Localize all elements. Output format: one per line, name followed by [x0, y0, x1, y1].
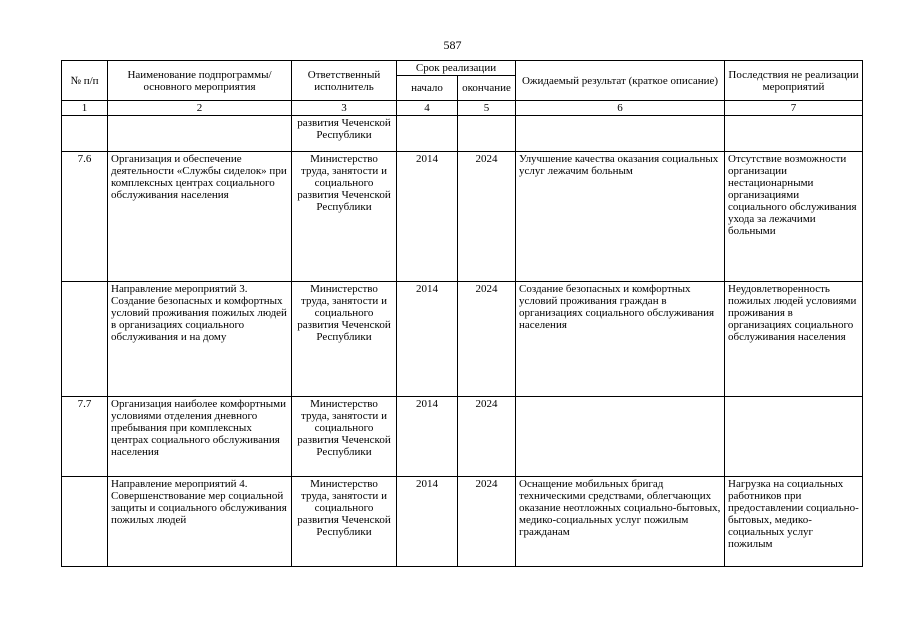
column-number: 6	[516, 101, 725, 116]
row-executor: Министерство труда, занятости и социального развития Чеченской Республики	[292, 152, 397, 282]
row-result	[516, 397, 725, 477]
row-name	[108, 116, 292, 152]
row-start: 2014	[397, 282, 458, 397]
row-start: 2014	[397, 152, 458, 282]
row-executor: развития Чеченской Республики	[292, 116, 397, 152]
column-number-row	[62, 101, 863, 116]
column-number: 2	[108, 101, 292, 116]
row-num: 7.7	[62, 397, 108, 477]
row-executor: Министерство труда, занятости и социального развития Чеченской Республики	[292, 282, 397, 397]
row-result: Оснащение мобильных бригад техническими средствами, облегчающих оказание неотложных социально-бытовых, медико-социальных услуг пожилым гражданам	[516, 477, 725, 567]
row-num	[62, 477, 108, 567]
header-start: начало	[397, 76, 458, 101]
row-result	[516, 116, 725, 152]
table-row	[62, 116, 863, 152]
header-executor: Ответственный исполнитель	[292, 61, 397, 101]
row-num	[62, 116, 108, 152]
row-name: Направление мероприятий 3. Создание безопасных и комфортных условий проживания пожилых людей в организациях социального обслуживания и на дому	[108, 282, 292, 397]
header-result: Ожидаемый результат (краткое описание)	[516, 61, 725, 101]
page-number: 587	[443, 38, 462, 52]
table-row	[62, 477, 863, 567]
column-number: 3	[292, 101, 397, 116]
row-result: Улучшение качества оказания социальных услуг лежачим больным	[516, 152, 725, 282]
column-number: 5	[458, 101, 516, 116]
row-result: Создание безопасных и комфортных условий проживания граждан в организациях социального обслуживания населения	[516, 282, 725, 397]
row-executor: Министерство труда, занятости и социального развития Чеченской Республики	[292, 477, 397, 567]
row-start: 2014	[397, 477, 458, 567]
row-end: 2024	[458, 397, 516, 477]
row-consequences	[725, 397, 863, 477]
row-name: Направление мероприятий 4. Совершенствование мер социальной защиты и социального обслуживания пожилых людей	[108, 477, 292, 567]
row-consequences: Отсутствие возможности организации нестационарными организациями социального обслуживания ухода за лежачими больными	[725, 152, 863, 282]
table-row	[62, 282, 863, 397]
header-end: окончание	[458, 76, 516, 101]
row-name: Организация и обеспечение деятельности «Службы сиделок» при комплексных центрах социального обслуживания населения	[108, 152, 292, 282]
column-number: 4	[397, 101, 458, 116]
row-num: 7.6	[62, 152, 108, 282]
header-num: № п/п	[62, 61, 108, 101]
header-period: Срок реализации	[397, 61, 516, 76]
row-consequences: Неудовлетворенность пожилых людей условиями проживания в организациях социального обслуживания населения	[725, 282, 863, 397]
header-consequences: Последствия не реализации мероприятий	[725, 61, 863, 101]
table-row	[62, 397, 863, 477]
column-number: 7	[725, 101, 863, 116]
row-start: 2014	[397, 397, 458, 477]
row-end: 2024	[458, 477, 516, 567]
row-end	[458, 116, 516, 152]
program-table	[61, 60, 863, 567]
row-end: 2024	[458, 152, 516, 282]
table-row	[62, 152, 863, 282]
row-executor: Министерство труда, занятости и социального развития Чеченской Республики	[292, 397, 397, 477]
column-number: 1	[62, 101, 108, 116]
row-start	[397, 116, 458, 152]
row-name: Организация наиболее комфортными условиями отделения дневного пребывания при комплексных центрах социального обслуживания населения	[108, 397, 292, 477]
row-num	[62, 282, 108, 397]
row-consequences: Нагрузка на социальных работников при предоставлении социально-бытовых, медико-социальных услуг пожилым	[725, 477, 863, 567]
row-consequences	[725, 116, 863, 152]
header-name: Наименование подпрограммы/ основного мероприятия	[108, 61, 292, 101]
row-end: 2024	[458, 282, 516, 397]
